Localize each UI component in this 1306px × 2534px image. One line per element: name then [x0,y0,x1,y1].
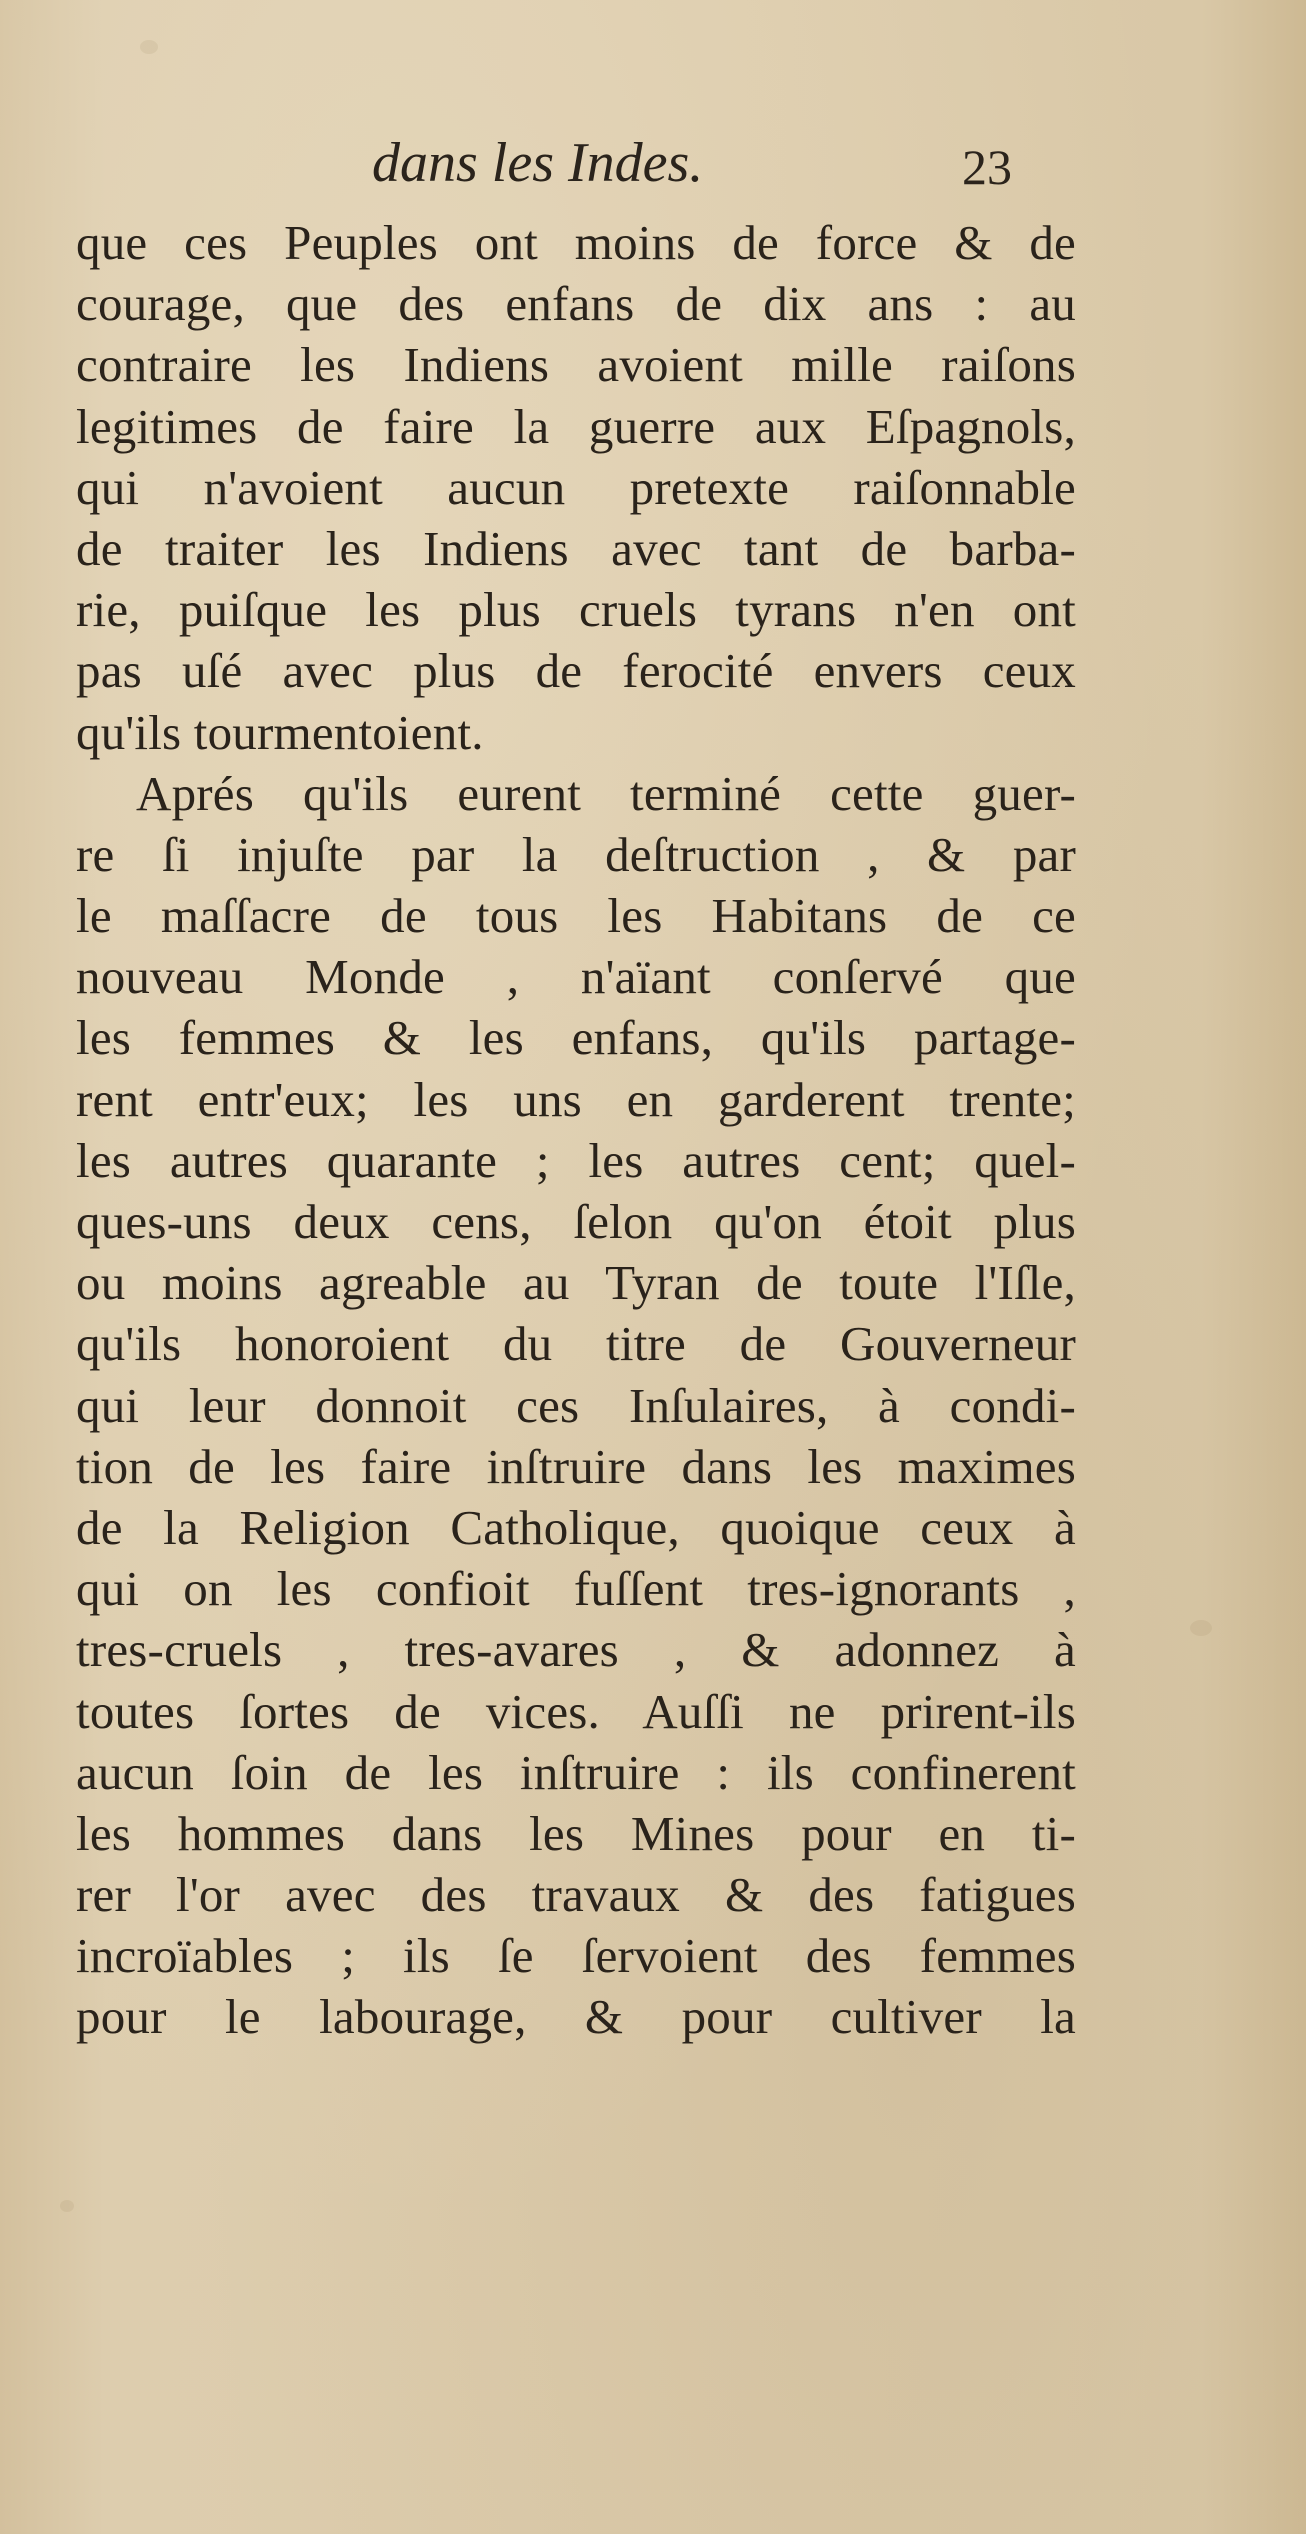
text-line: qui n'avoient aucun pretexte raiſonnable [76,459,1076,515]
text-line: qui leur donnoit ces Inſulaires, à condi- [76,1377,1076,1433]
text-line: incroïables ; ils ſe ſervoient des femmes [76,1928,1076,1984]
text-line: de traiter les Indiens avec tant de barba- [76,520,1076,576]
text-line: Aprés qu'ils eurent terminé cette guer- [136,765,1076,821]
text-line: nouveau Monde , n'aïant conſervé que [76,949,1076,1005]
text-line: contraire les Indiens avoient mille raiſons [76,337,1076,393]
text-line: les autres quarante ; les autres cent; quel- [76,1132,1076,1188]
paper-spot [1190,1620,1212,1636]
text-line: les femmes & les enfans, qu'ils partage- [76,1010,1076,1066]
text-line: qu'ils honoroient du titre de Gouverneur [76,1316,1076,1372]
text-line: que ces Peuples ont moins de force & de [76,215,1076,270]
text-line: toutes ſortes de vices. Auſſi ne prirent-ils [76,1683,1076,1739]
paper-spot [60,2200,74,2212]
text-line: ou moins agreable au Tyran de toute l'Iſle, [76,1255,1076,1311]
page-number: 23 [962,139,1012,195]
running-title: dans les Indes. [372,132,704,194]
paper-spot [140,40,158,54]
text-line: rer l'or avec des travaux & des fatigues [76,1867,1076,1923]
text-line: re ſi injuſte par la deſtruction , & par [76,826,1076,882]
text-line: pour le labourage, & pour cultiver la [76,1989,1076,2045]
body-text [76,212,1076,2048]
text-line: ques-uns deux cens, ſelon qu'on étoit plus [76,1194,1076,1249]
text-line: le maſſacre de tous les Habitans de ce [76,888,1076,944]
text-line: rie, puiſque les plus cruels tyrans n'en ont [76,582,1076,638]
text-line: qui on les confioit fuſſent tres-ignorants , [76,1561,1076,1617]
text-line: legitimes de faire la guerre aux Eſpagnols, [76,398,1076,454]
text-line: pas uſé avec plus de ferocité envers ceux [76,643,1076,699]
text-line: rent entr'eux; les uns en garderent trente; [76,1071,1076,1127]
page-header [0,118,1306,208]
text-line: qu'ils tourmentoient. [76,704,484,760]
text-line: les hommes dans les Mines pour en ti- [76,1805,1076,1861]
text-line: courage, que des enfans de dix ans : au [76,276,1076,332]
text-line: aucun ſoin de les inſtruire : ils confinerent [76,1744,1076,1800]
text-line: tres-cruels , tres-avares , & adonnez à [76,1622,1076,1678]
text-line: tion de les faire inſtruire dans les maximes [76,1438,1076,1494]
text-line: de la Religion Catholique, quoique ceux à [76,1499,1076,1555]
